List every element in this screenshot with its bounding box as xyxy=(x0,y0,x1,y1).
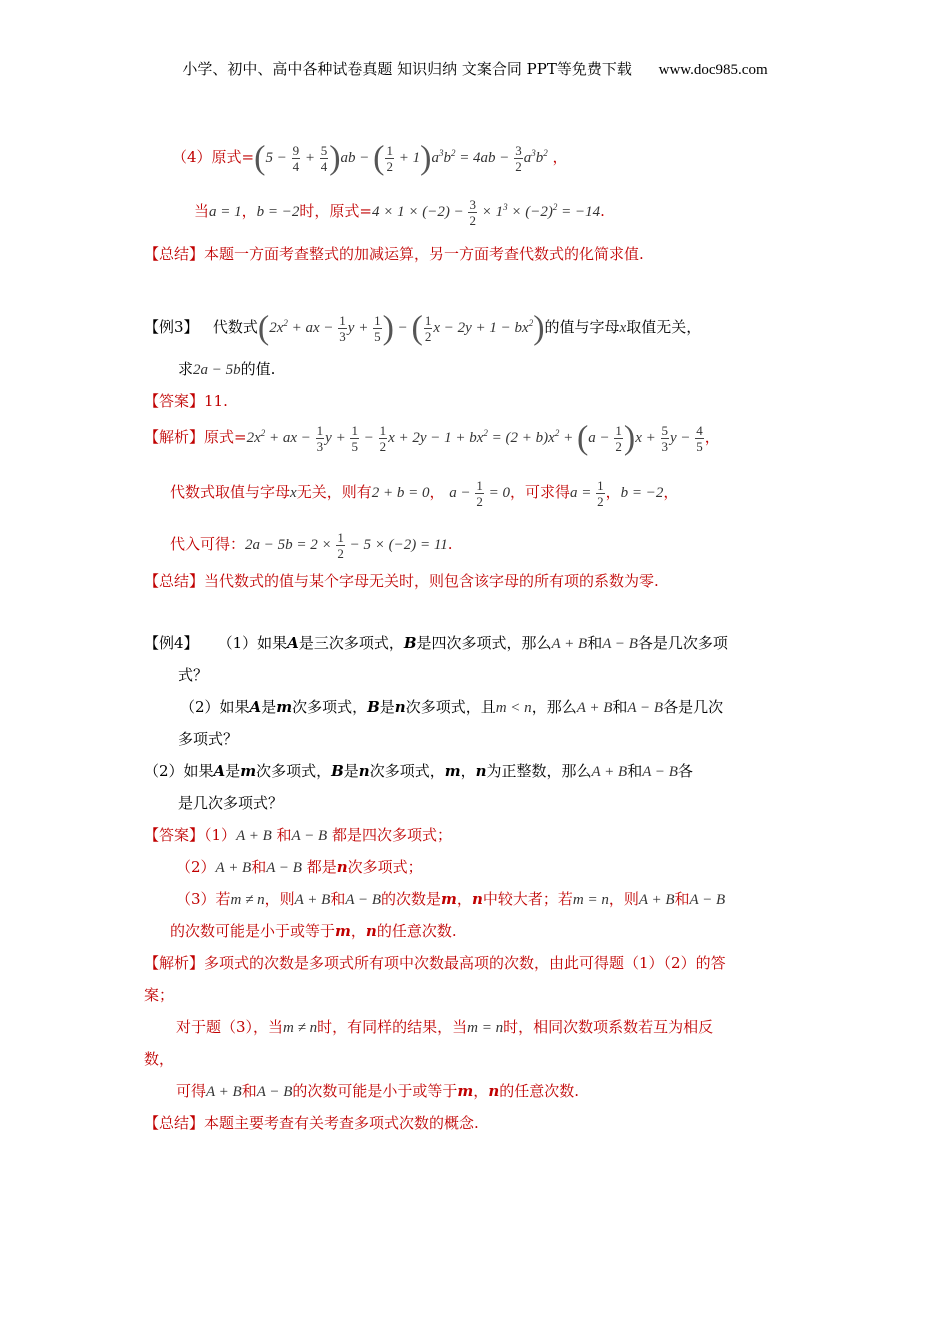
var-A: A xyxy=(287,634,299,652)
ex4-q2b: 是 xyxy=(261,698,277,716)
part4-line: （4）原式=(5 − $\frac{9}{4}$ + $\frac{5}{4}$ )ab − ( $\frac{1}{2}$ + $1)a^3b^2 = 4ab$ − $\frac{3}{2}$ $a^3b^2$ ， xyxy=(172,139,568,177)
ex4-a3g: 的任意次数. xyxy=(376,922,457,940)
expr-m-ne-n: m ≠ n xyxy=(283,1020,318,1036)
expr-A-minus-B: A − B xyxy=(345,892,382,908)
ex4-q1a: （1）如果 xyxy=(217,634,288,652)
ex4-analysis-line4 xyxy=(144,1048,174,1070)
ex4-a1b: 都是四次多项式； xyxy=(332,826,453,844)
ex3-answer-tag: 【答案】 xyxy=(144,392,205,410)
part4-when-prefix: 当 xyxy=(194,202,210,220)
ex3-cond-a-val: a = $\frac{1}{2}$ xyxy=(570,478,604,509)
ex3-cond-b-val: b = −2 xyxy=(620,484,664,501)
var-B: B xyxy=(331,762,344,780)
ex4-q3e2: 次多项式， xyxy=(369,762,445,780)
var-n: n xyxy=(394,698,406,716)
ex4-ana3c: 时，相同次数项系数若互为相反 xyxy=(503,1018,714,1036)
ex4-a3e: ，则 xyxy=(608,890,639,908)
ex4-answer-3-line2 xyxy=(170,920,457,942)
ex4-analysis-line3 xyxy=(176,1016,713,1039)
ex4-answer-1 xyxy=(144,824,452,847)
ex3-line2-expr: 2a − 5b xyxy=(193,362,241,378)
ex4-analysis-line2 xyxy=(144,984,174,1006)
part4-formula: (5 − $\frac{9}{4}$ + $\frac{5}{4}$ )ab − ( $\frac{1}{2}$ + $1)a^3b^2 = 4ab$ − $\frac{3}{2}$ $a^3b^2$ xyxy=(254,139,548,177)
ex3-summary-tag: 【总结】 xyxy=(144,572,205,590)
ex3-question-line2 xyxy=(178,358,275,381)
ex3-cond-eq2: a − $\frac{1}{2}$ = 0 xyxy=(449,478,510,509)
and-text: 和 xyxy=(674,890,690,908)
ex3-condition xyxy=(170,478,678,509)
expr-A-plus-B: A + B xyxy=(236,828,272,844)
ex3-sub-lead: 代入可得： xyxy=(170,534,246,553)
ex3-cond-sep: ， xyxy=(429,482,445,501)
ex4-a3d: 中较大者；若 xyxy=(482,890,573,908)
ex4-q3b: 是 xyxy=(225,762,241,780)
expr-A-plus-B: A + B xyxy=(591,764,628,780)
comma: ， xyxy=(473,1082,489,1100)
and-text: 和 xyxy=(251,858,267,876)
ex4-summary xyxy=(144,1112,479,1134)
ex4-q3d: 是 xyxy=(343,762,359,780)
ex4-q2g: 各是几次 xyxy=(663,698,724,716)
var-n: n xyxy=(365,922,377,940)
ex3-answer-value: 11. xyxy=(204,392,228,410)
var-m: m xyxy=(335,922,351,940)
expr-A-minus-B: A − B xyxy=(627,700,664,716)
ex4-q1d: 各是几次多项 xyxy=(637,634,728,652)
ex3-summary-text: 当代数式的值与某个字母无关时，则包含该字母的所有项的系数为零. xyxy=(204,572,659,590)
ex4-q3e: 次多项式， xyxy=(256,762,332,780)
ex3-analysis-tag: 【解析】 xyxy=(144,428,205,446)
expr-A-minus-B: A − B xyxy=(266,860,302,876)
ex3-substitute xyxy=(170,530,453,561)
var-m: m xyxy=(240,762,257,780)
ex3-analysis: 【解析】原式$=2x^2$ + ax − $\frac{1}{3}$ y + $\frac{1}{5}$ − $\frac{1}{2}$ $x + 2y - 1 + bx^2 = (2 + b)x^2 + (a$ − $\frac{1}{2}$ )x + $\frac{5}{3}$ y − $\frac{4}{5}$ ， xyxy=(144,419,720,457)
ex3-line2a: 求 xyxy=(178,360,194,378)
part4-result-formula: 4 × 1 × (−2) − $\frac{3}{2}$ × $1^3 \times (-2)^2 = -14$ xyxy=(371,197,601,229)
ex3-suffix: 的值与字母 xyxy=(544,318,620,336)
ex4-a3b: ，则 xyxy=(264,890,295,908)
ex4-summary-tag: 【总结】 xyxy=(144,1114,205,1132)
ex4-summary-text: 本题主要考查有关考查多项式次数的概念. xyxy=(204,1114,479,1132)
summary2 xyxy=(144,243,644,265)
ex4-q3-line2 xyxy=(178,792,283,814)
ex4-q1b: 是三次多项式， xyxy=(298,634,404,652)
part4-when-a: a = 1 xyxy=(209,204,242,220)
part4-when-suffix: 时，原式= xyxy=(299,202,372,220)
ex4-analysis xyxy=(144,952,726,974)
ex3-cond-end: ， xyxy=(663,482,679,501)
ex3-line2b: 的值. xyxy=(240,360,276,378)
var-m: m xyxy=(444,762,461,780)
var-A: A xyxy=(213,762,226,780)
ex3-sub-formula: 2a − 5b = 2 × $\frac{1}{2}$ − 5 × (−2) = 11 xyxy=(245,530,448,561)
ex4-q2d: 是 xyxy=(379,698,395,716)
expr-A-minus-B: A − B xyxy=(642,764,678,780)
part4-when-b: b = −2 xyxy=(256,204,300,220)
ex3-analysis-formula: $2x^2$ + ax − $\frac{1}{3}$ y + $\frac{1}{5}$ − $\frac{1}{2}$ $x + 2y - 1 + bx^2 = (2 + b)x^2 + (a$ − $\frac{1}{2}$ )x + $\frac{5}{3}$ y − $\frac{4}{5}$ xyxy=(246,419,703,457)
expr-A-minus-B: A − B xyxy=(291,828,328,844)
ex4-ana5a: 可得 xyxy=(176,1082,207,1100)
ex3-tag: 【例3】 xyxy=(144,318,199,336)
ex4-a2a: （2） xyxy=(176,858,216,876)
var-m: m xyxy=(276,698,293,716)
part4-sep: ， xyxy=(241,202,257,220)
ex4-a3a: （3）若 xyxy=(176,890,231,908)
ex4-q1e: 式？ xyxy=(178,666,209,684)
expr-m-eq-n: m = n xyxy=(467,1020,504,1036)
ex3-question xyxy=(144,309,702,347)
ex4-q2f: ，那么 xyxy=(531,698,577,716)
expr-m-ne-n: m ≠ n xyxy=(230,892,265,908)
page-header xyxy=(0,58,950,79)
ex4-answer-2 xyxy=(176,856,423,879)
var-n: n xyxy=(358,762,370,780)
part4-end: . xyxy=(600,202,605,220)
part4-when-line xyxy=(194,196,605,228)
ex4-ana3a: 对于题（3），当 xyxy=(176,1018,284,1036)
var-B: B xyxy=(403,634,417,652)
ex4-q1-line2 xyxy=(178,664,208,686)
ex4-a3c: 的次数是 xyxy=(381,890,442,908)
ex4-analysis-tag: 【解析】 xyxy=(144,954,205,972)
ex4-q2c: 次多项式， xyxy=(292,698,368,716)
ex4-q1 xyxy=(144,632,728,655)
header-text: 小学、初中、高中各种试卷真题 知识归纳 文案合同 PPT等免费下载 xyxy=(182,60,632,78)
expr-A-minus-B: A − B xyxy=(256,1084,293,1100)
comma: ， xyxy=(456,890,472,908)
ex4-q2 xyxy=(180,696,723,719)
ex4-ana2: 案； xyxy=(144,986,175,1004)
ex4-ana5b: 的次数可能是小于或等于 xyxy=(292,1082,458,1100)
ex4-answer-tag: 【答案】 xyxy=(144,826,205,844)
var-n: n xyxy=(471,890,483,908)
and-text: 和 xyxy=(587,634,603,652)
ex4-q3 xyxy=(144,760,693,783)
expr-A-plus-B: A + B xyxy=(215,860,252,876)
expr-A-plus-B: A + B xyxy=(294,892,331,908)
var-A: A xyxy=(249,698,262,716)
ex4-analysis-line5 xyxy=(176,1080,579,1103)
ex4-q3f: 为正整数，那么 xyxy=(486,762,592,780)
and-text: 和 xyxy=(627,762,643,780)
ex3-cond-var: x xyxy=(290,484,297,501)
expr-A-plus-B: A + B xyxy=(576,700,613,716)
var-m: m xyxy=(457,1082,474,1100)
summary2-tag: 【总结】 xyxy=(144,245,205,263)
ex3-cond-b: 无关，则有 xyxy=(296,482,372,501)
expr-A-minus-B: A − B xyxy=(602,636,638,652)
summary2-text: 本题一方面考查整式的加减运算，另一方面考查代数式的化简求值. xyxy=(204,245,644,263)
ex3-answer xyxy=(144,390,228,412)
ex4-a1a: （1） xyxy=(204,826,237,844)
expr-A-plus-B: A + B xyxy=(206,1084,242,1100)
ex3-cond-a: 代数式取值与字母 xyxy=(170,482,291,501)
ex4-ana1: 多项式的次数是多项式所有项中次数最高项的次数，由此可得题（1）（2）的答 xyxy=(204,954,726,972)
ex3-cond-c: ，可求得 xyxy=(510,482,571,501)
ex4-q1c: 是四次多项式，那么 xyxy=(416,634,552,652)
ex4-ana4: 数， xyxy=(144,1050,175,1068)
ex3-sub-end: . xyxy=(447,534,453,553)
ex3-intro: 代数式 xyxy=(212,318,258,336)
var-n: n xyxy=(336,858,348,876)
ex4-q3a: （2）如果 xyxy=(144,762,214,780)
expr-A-plus-B: A + B xyxy=(638,892,675,908)
var-m: m xyxy=(441,890,457,908)
var-n: n xyxy=(488,1082,500,1100)
and-text: 和 xyxy=(612,698,628,716)
header-url[interactable]: www.doc985.com xyxy=(658,62,768,78)
comma: ， xyxy=(460,762,476,780)
ex4-q2a: （2）如果 xyxy=(180,698,250,716)
ex3-suffix2: 取值无关， xyxy=(626,318,702,336)
ex4-ana5c: 的任意次数. xyxy=(499,1082,579,1100)
ex4-ana3b: 时，有同样的结果，当 xyxy=(317,1018,468,1036)
part4-label: （4）原式= xyxy=(172,148,255,166)
ex4-q2h: 多项式？ xyxy=(178,730,239,748)
and-text: 和 xyxy=(330,890,346,908)
ex3-expression: ($2x^2$ + ax − $\frac{1}{3}$ y + $\frac{1}{5}$ ) − ( $\frac{1}{2}$ $x - 2y + 1 - bx^2$) xyxy=(257,309,545,347)
ex4-answer-3 xyxy=(176,888,725,911)
and-text: 和 xyxy=(276,826,292,844)
expr-m-eq-n: m = n xyxy=(572,892,609,908)
ex4-q3h: 是几次多项式？ xyxy=(178,794,284,812)
ex4-a2c: 次多项式； xyxy=(347,858,423,876)
comma: ， xyxy=(350,922,366,940)
expr-A-minus-B: A − B xyxy=(689,892,726,908)
var-B: B xyxy=(367,698,380,716)
expr-A-plus-B: A + B xyxy=(551,636,588,652)
ex4-a2b: 都是 xyxy=(306,858,337,876)
var-n: n xyxy=(475,762,487,780)
ex4-q2-line2 xyxy=(178,728,238,750)
ex4-q2e: 次多项式，且 xyxy=(405,698,496,716)
and-text: 和 xyxy=(241,1082,257,1100)
ex3-analysis-lead: 原式= xyxy=(204,428,247,446)
ex4-tag: 【例4】 xyxy=(144,634,199,652)
ex4-q3g: 各 xyxy=(677,762,693,780)
ex3-cond-eq1: 2 + b = 0 xyxy=(371,484,430,501)
expr-m-lt-n: m < n xyxy=(495,700,532,716)
ex3-summary xyxy=(144,570,659,592)
ex3-cond-d: ， xyxy=(605,482,621,501)
ex4-a3f: 的次数可能是小于或等于 xyxy=(170,922,336,940)
ex3-var: x xyxy=(619,320,627,336)
